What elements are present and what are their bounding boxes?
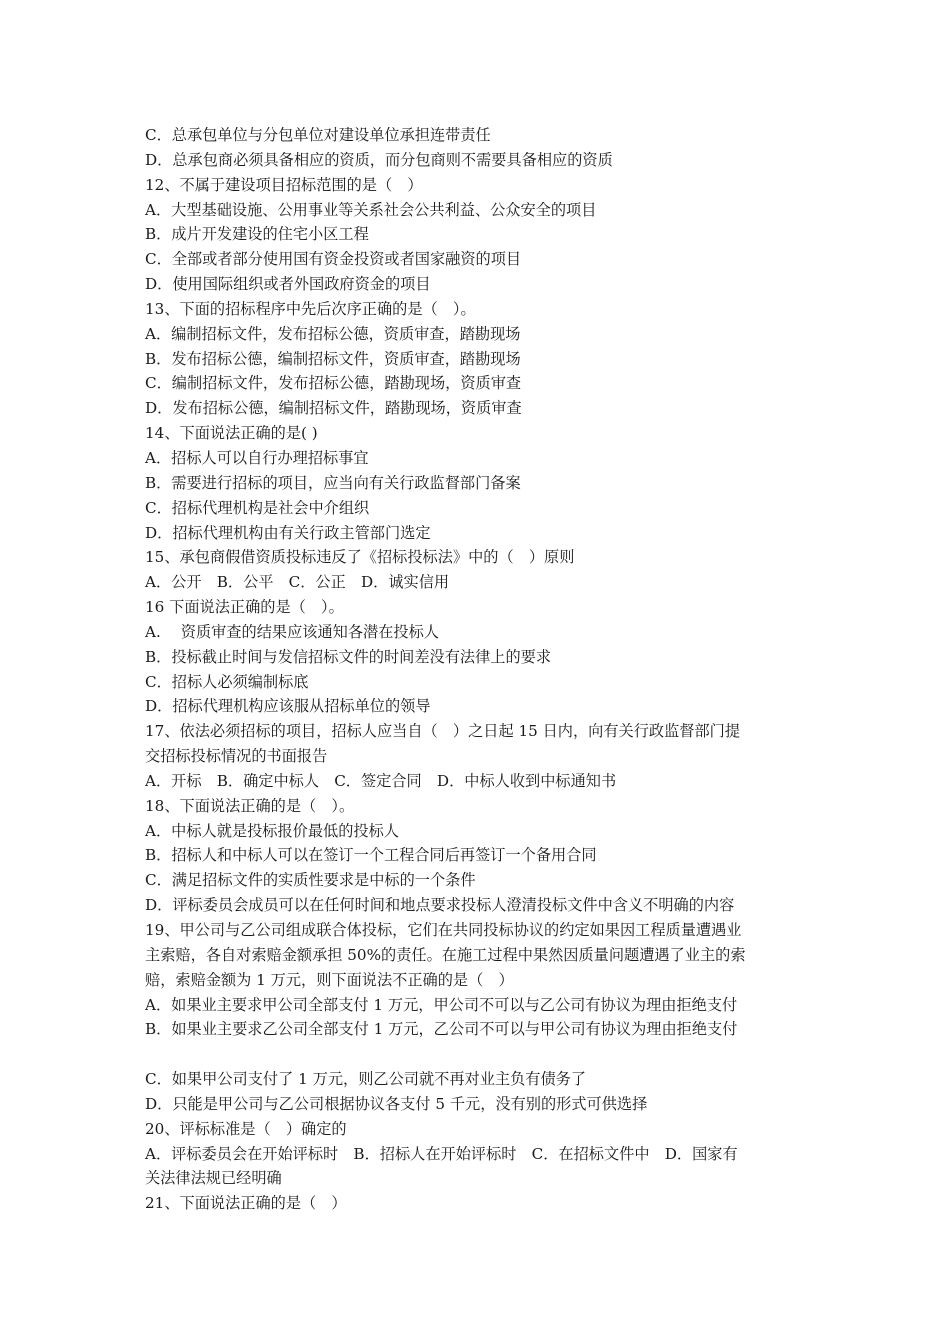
text-line: B．招标人和中标人可以在签订一个工程合同后再签订一个备用合同 [145, 846, 597, 865]
text-line: B．投标截止时间与发信招标文件的时间差没有法律上的要求 [145, 647, 552, 666]
document-body [145, 123, 810, 1216]
text-line: C．招标人必须编制标底 [145, 672, 309, 691]
text-line: D．评标委员会成员可以在任何时间和地点要求投标人澄清投标文件中含义不明确的内容 [145, 896, 735, 915]
text-line: C．总承包单位与分包单位对建设单位承担连带责任 [145, 126, 491, 144]
text-line: A．公开 B．公平 C．公正 D．诚实信用 [145, 573, 450, 592]
text-line: 21、下面说法正确的是（ ） [145, 1194, 347, 1213]
text-line: 主索赔，各自对索赔金额承担 50%的责任。在施工过程中果然因质量问题遭遇了业主的索 [145, 945, 746, 964]
text-line: A．招标人可以自行办理招标事宜 [145, 448, 369, 467]
text-line: C．编制招标文件，发布招标公德，踏勘现场，资质审查 [145, 374, 522, 393]
text-line: D．招标代理机构由有关行政主管部门选定 [145, 523, 431, 542]
text-line: 15、承包商假借资质投标违反了《招标投标法》中的（ ）原则 [145, 548, 575, 567]
text-line: B．如果业主要求乙公司全部支付 1 万元，乙公司不可以与甲公司有协议为理由拒绝支付 [145, 1020, 738, 1039]
text-line [145, 1042, 810, 1067]
text-line: B．发布招标公德，编制招标文件，资质审查，踏勘现场 [145, 349, 521, 368]
text-line: A．开标 B．确定中标人 C．签定合同 D．中标人收到中标通知书 [145, 771, 617, 790]
text-line: C．全部或者部分使用国有资金投资或者国家融资的项目 [145, 250, 522, 269]
text-line: A. 资质审查的结果应该通知各潜在投标人 [145, 622, 439, 641]
text-line: D．总承包商必须具备相应的资质，而分包商则不需要具备相应的资质 [145, 150, 613, 169]
text-line: A．评标委员会在开始评标时 B．招标人在开始评标时 C．在招标文件中 D．国家有 [145, 1144, 738, 1163]
text-line: 17、依法必须招标的项目，招标人应当自（ ）之日起 15 日内，向有关行政监督部门提 [145, 722, 741, 741]
text-line: 12、不属于建设项目招标范围的是（ ） [145, 175, 423, 194]
text-line: 交招标投标情况的书面报告 [145, 747, 328, 766]
text-line: D．发布招标公德，编制招标文件，踏勘现场，资质审查 [145, 399, 522, 418]
text-line: B．需要进行招标的项目，应当向有关行政监督部门备案 [145, 473, 521, 492]
text-line: B．成片开发建设的住宅小区工程 [145, 225, 369, 244]
text-line: A．中标人就是投标报价最低的投标人 [145, 821, 399, 840]
text-line: 19、甲公司与乙公司组成联合体投标，它们在共同投标协议的约定如果因工程质量遭遇业 [145, 921, 742, 939]
text-line: A．如果业主要求甲公司全部支付 1 万元，甲公司不可以与乙公司有协议为理由拒绝支付 [145, 995, 738, 1014]
text-line: C．满足招标文件的实质性要求是中标的一个条件 [145, 871, 476, 890]
text-line: A．大型基础设施、公用事业等关系社会公共利益、公众安全的项目 [145, 200, 597, 219]
text-line: C．招标代理机构是社会中介组织 [145, 498, 370, 517]
text-line: D．招标代理机构应该服从招标单位的领导 [145, 697, 431, 716]
text-line: 关法律法规已经明确 [145, 1169, 282, 1188]
text-line: 13、下面的招标程序中先后次序正确的是（ ）。 [145, 299, 476, 318]
text-line: 20、评标标准是（ ）确定的 [145, 1119, 347, 1138]
text-line: A．编制招标文件，发布招标公德，资质审查，踏勘现场 [145, 324, 521, 343]
text-line: C．如果甲公司支付了 1 万元，则乙公司就不再对业主负有债务了 [145, 1070, 587, 1089]
text-line: D．只能是甲公司与乙公司根据协议各支付 5 千元，没有别的形式可供选择 [145, 1094, 648, 1113]
text-line: D．使用国际组织或者外国政府资金的项目 [145, 275, 431, 294]
text-line: 16 下面说法正确的是（ ）。 [145, 598, 344, 617]
text-line: 18、下面说法正确的是（ ）。 [145, 796, 355, 815]
text-line: 赔，索赔金额为 1 万元，则下面说法不正确的是（ ） [145, 970, 514, 989]
text-line: 14、下面说法正确的是( ) [145, 424, 318, 443]
